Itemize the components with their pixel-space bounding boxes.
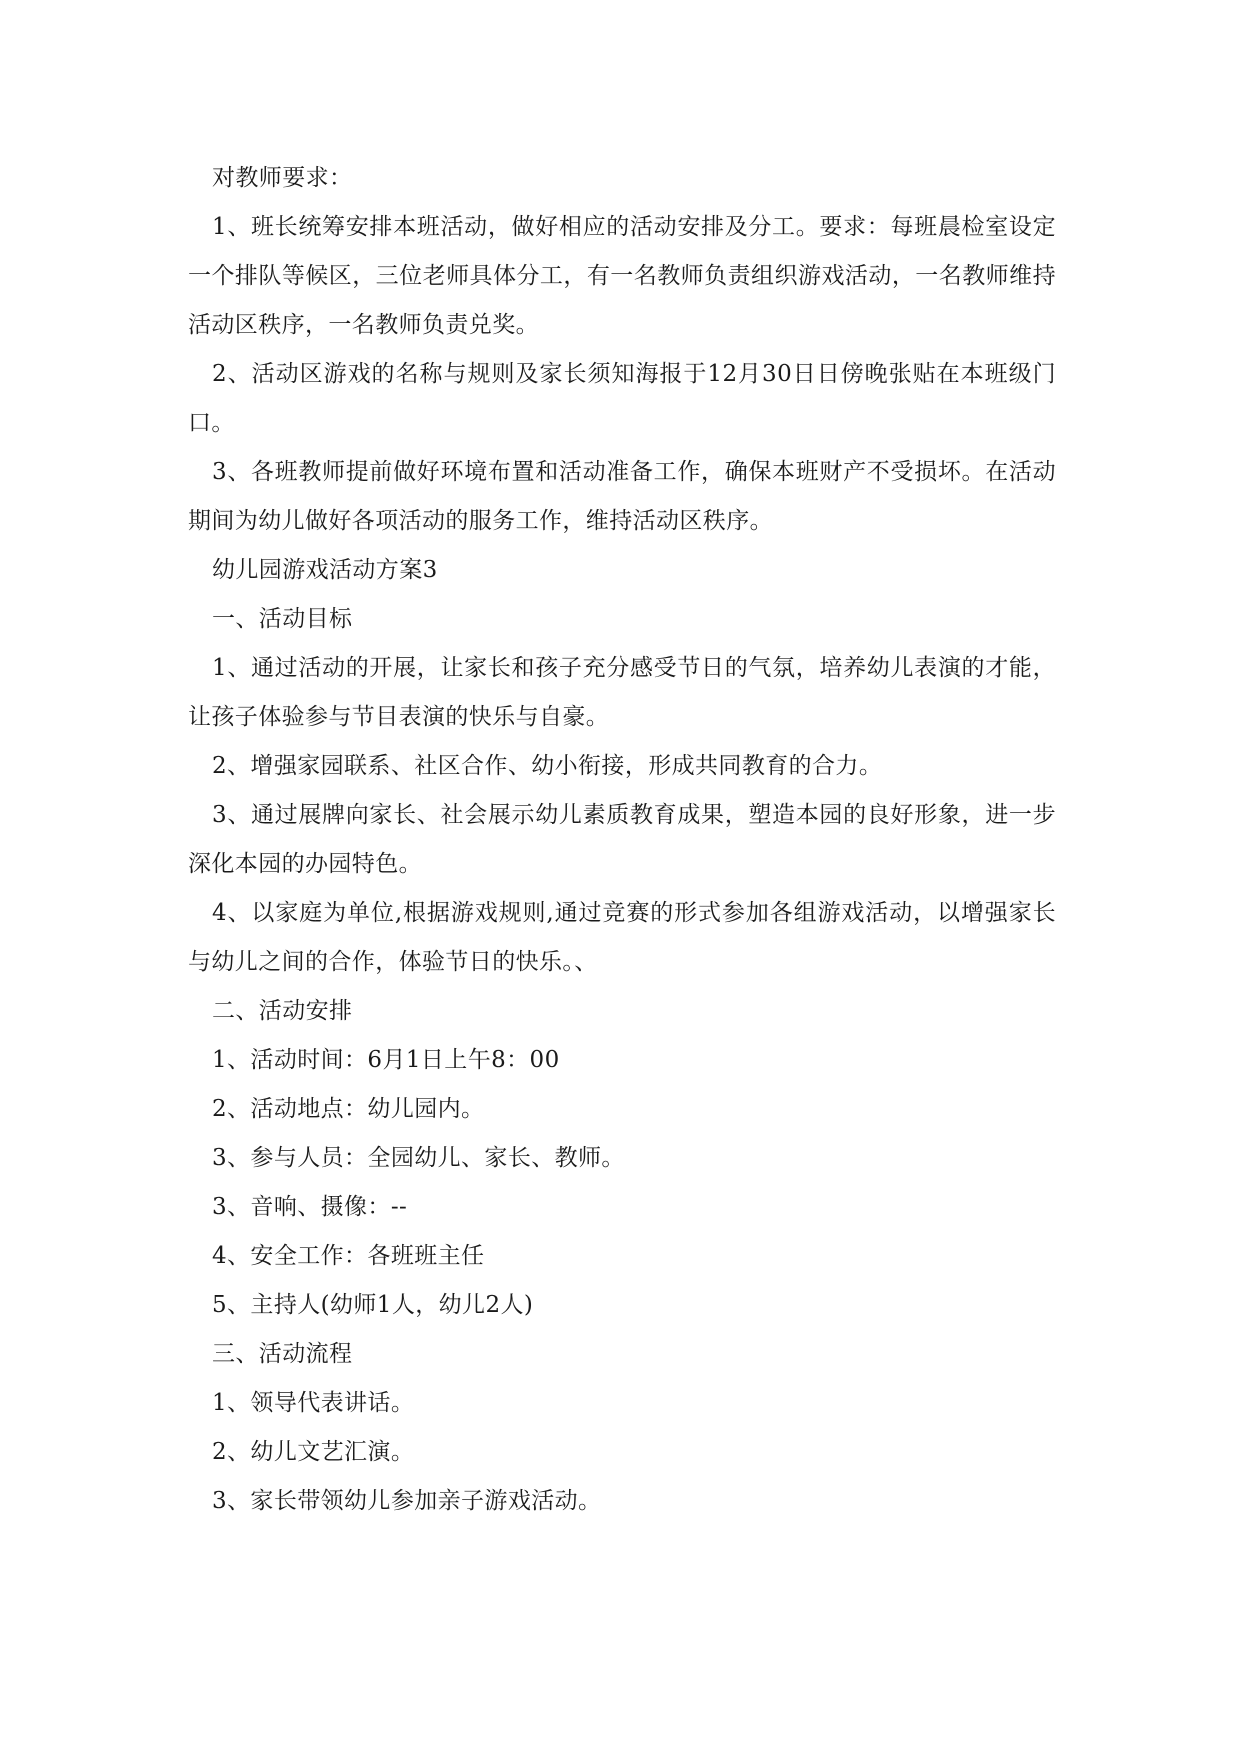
paragraph-goal-3: 3、通过展牌向家长、社会展示幼儿素质教育成果，塑造本园的良好形象，进一步深化本园的办园特色。 — [188, 802, 1056, 877]
paragraph-arrangement-safety: 4、安全工作：各班班主任 — [212, 1243, 485, 1269]
paragraph-arrangement-location: 2、活动地点：幼儿园内。 — [212, 1096, 485, 1122]
paragraph-teacher-requirements: 对教师要求： — [212, 165, 353, 191]
paragraph-arrangement-audio-video: 3、音响、摄像：-- — [212, 1194, 408, 1220]
paragraph-requirement-3: 3、各班教师提前做好环境布置和活动准备工作，确保本班财产不受损坏。在活动期间为幼儿做好各项活动的服务工作，维持活动区秩序。 — [188, 459, 1056, 534]
section-title: 幼儿园游戏活动方案3 — [212, 557, 438, 583]
paragraph-process-3: 3、家长带领幼儿参加亲子游戏活动。 — [212, 1488, 602, 1514]
heading-activity-goals: 一、活动目标 — [212, 606, 353, 632]
heading-activity-arrangement: 二、活动安排 — [212, 998, 353, 1024]
paragraph-requirement-1: 1、班长统筹安排本班活动，做好相应的活动安排及分工。要求：每班晨检室设定一个排队等候区，三位老师具体分工，有一名教师负责组织游戏活动，一名教师维持活动区秩序，一名教师负责兑奖。 — [188, 214, 1056, 338]
paragraph-process-2: 2、幼儿文艺汇演。 — [212, 1439, 415, 1465]
document-body — [188, 154, 1056, 1526]
paragraph-arrangement-time: 1、活动时间：6月1日上午8：00 — [212, 1047, 560, 1073]
paragraph-goal-4: 4、以家庭为单位,根据游戏规则,通过竞赛的形式参加各组游戏活动，以增强家长与幼儿之间的合作，体验节日的快乐。、 — [188, 900, 1056, 975]
paragraph-goal-2: 2、增强家园联系、社区合作、幼小衔接，形成共同教育的合力。 — [212, 753, 883, 779]
paragraph-goal-1: 1、通过活动的开展，让家长和孩子充分感受节日的气氛，培养幼儿表演的才能，让孩子体验参与节目表演的快乐与自豪。 — [188, 655, 1056, 730]
paragraph-arrangement-participants: 3、参与人员：全园幼儿、家长、教师。 — [212, 1145, 625, 1171]
paragraph-requirement-2: 2、活动区游戏的名称与规则及家长须知海报于12月30日日傍晚张贴在本班级门口。 — [188, 361, 1056, 436]
paragraph-process-1: 1、领导代表讲话。 — [212, 1390, 415, 1416]
paragraph-arrangement-host: 5、主持人(幼师1人，幼儿2人) — [212, 1292, 534, 1318]
heading-activity-process: 三、活动流程 — [212, 1341, 353, 1367]
